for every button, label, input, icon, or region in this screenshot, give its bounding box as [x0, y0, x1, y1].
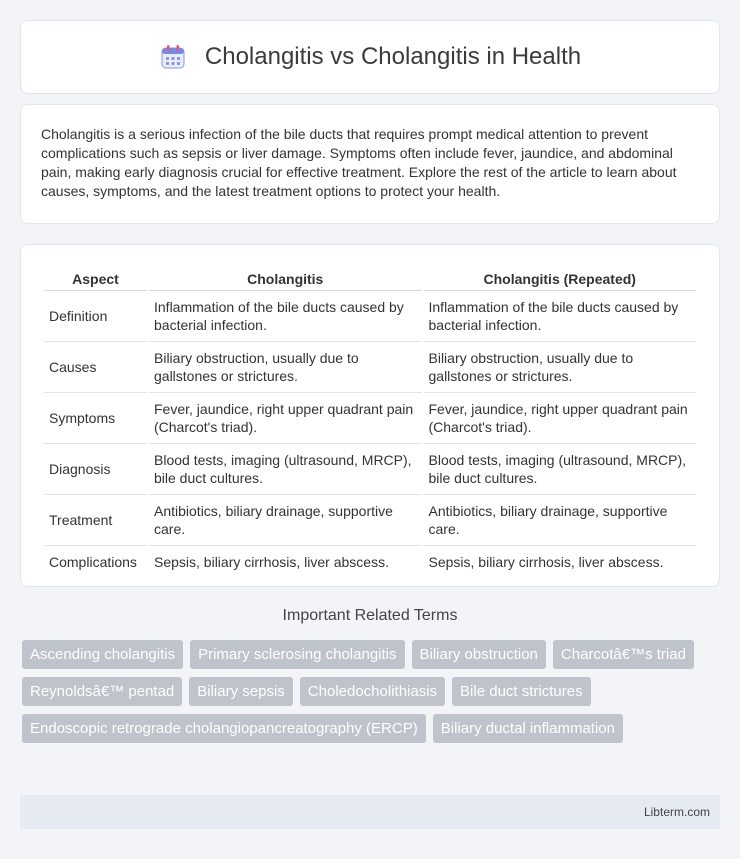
related-term-tag[interactable]: Biliary obstruction — [412, 640, 546, 669]
table-row — [44, 291, 696, 342]
table-row — [44, 546, 696, 578]
table-row — [44, 495, 696, 546]
table-cell: Sepsis, biliary cirrhosis, liver abscess. — [428, 554, 664, 570]
row-aspect-cell: Definition — [44, 291, 147, 342]
table-row — [44, 444, 696, 495]
comparison-table-card — [20, 244, 720, 587]
table-row — [44, 393, 696, 444]
table-header-row — [44, 265, 696, 291]
related-term-tag[interactable]: Ascending cholangitis — [22, 640, 183, 669]
table-cell: Biliary obstruction, usually due to gallstones or strictures. — [149, 342, 422, 393]
table-cell: Fever, jaundice, right upper quadrant pain (Charcot's triad). — [424, 393, 697, 444]
column-header-cholangitis: Cholangitis — [149, 265, 422, 291]
row-aspect-cell: Treatment — [44, 495, 147, 546]
calendar-icon — [159, 43, 187, 71]
related-term-tag[interactable]: Choledocholithiasis — [300, 677, 445, 706]
related-terms-list — [22, 640, 722, 743]
table-cell: Inflammation of the bile ducts caused by bacterial infection. — [149, 291, 422, 342]
row-aspect-cell: Causes — [44, 342, 147, 393]
table-cell: Sepsis, biliary cirrhosis, liver abscess. — [154, 554, 389, 570]
table-cell: Antibiotics, biliary drainage, supportive care. — [424, 495, 697, 546]
row-aspect-cell: Diagnosis — [44, 444, 147, 495]
related-term-tag[interactable]: Reynoldsâ€™ pentad — [22, 677, 182, 706]
page-title: Cholangitis vs Cholangitis in Health — [204, 43, 582, 70]
row-aspect-cell: Symptoms — [44, 393, 147, 444]
table-cell: Antibiotics, biliary drainage, supportive care. — [149, 495, 422, 546]
intro-paragraph: Cholangitis is a serious infection of the bile ducts that requires prompt medical attention to prevent complications such as sepsis or liver damage. Symptoms often include fever, jaundice, and abdominal pain, making early diagnosis crucial for effective treatment. Explore the rest of the article to learn about causes, symptoms, and the latest treatment options to protect your health. — [41, 126, 677, 199]
related-term-tag[interactable]: Charcotâ€™s triad — [553, 640, 694, 669]
footer — [20, 795, 720, 829]
related-term-tag[interactable]: Bile duct strictures — [452, 677, 591, 706]
row-aspect-cell: Complications — [49, 554, 137, 570]
related-term-tag[interactable]: Biliary ductal inflammation — [433, 714, 623, 743]
footer-brand-link[interactable]: Libterm.com — [643, 805, 710, 819]
table-cell: Blood tests, imaging (ultrasound, MRCP), bile duct cultures. — [424, 444, 697, 495]
table-row — [44, 342, 696, 393]
related-term-tag[interactable]: Biliary sepsis — [189, 677, 293, 706]
related-terms-heading: Important Related Terms — [282, 607, 458, 624]
column-header-cholangitis-repeated: Cholangitis (Repeated) — [424, 265, 697, 291]
table-cell: Fever, jaundice, right upper quadrant pain (Charcot's triad). — [149, 393, 422, 444]
comparison-table — [42, 265, 698, 578]
header-card — [20, 20, 720, 94]
column-header-aspect: Aspect — [44, 265, 147, 291]
table-cell: Blood tests, imaging (ultrasound, MRCP), bile duct cultures. — [149, 444, 422, 495]
intro-card — [20, 104, 720, 224]
related-term-tag[interactable]: Primary sclerosing cholangitis — [190, 640, 404, 669]
related-term-tag[interactable]: Endoscopic retrograde cholangiopancreatography (ERCP) — [22, 714, 426, 743]
table-cell: Biliary obstruction, usually due to gallstones or strictures. — [424, 342, 697, 393]
table-cell: Inflammation of the bile ducts caused by bacterial infection. — [424, 291, 697, 342]
